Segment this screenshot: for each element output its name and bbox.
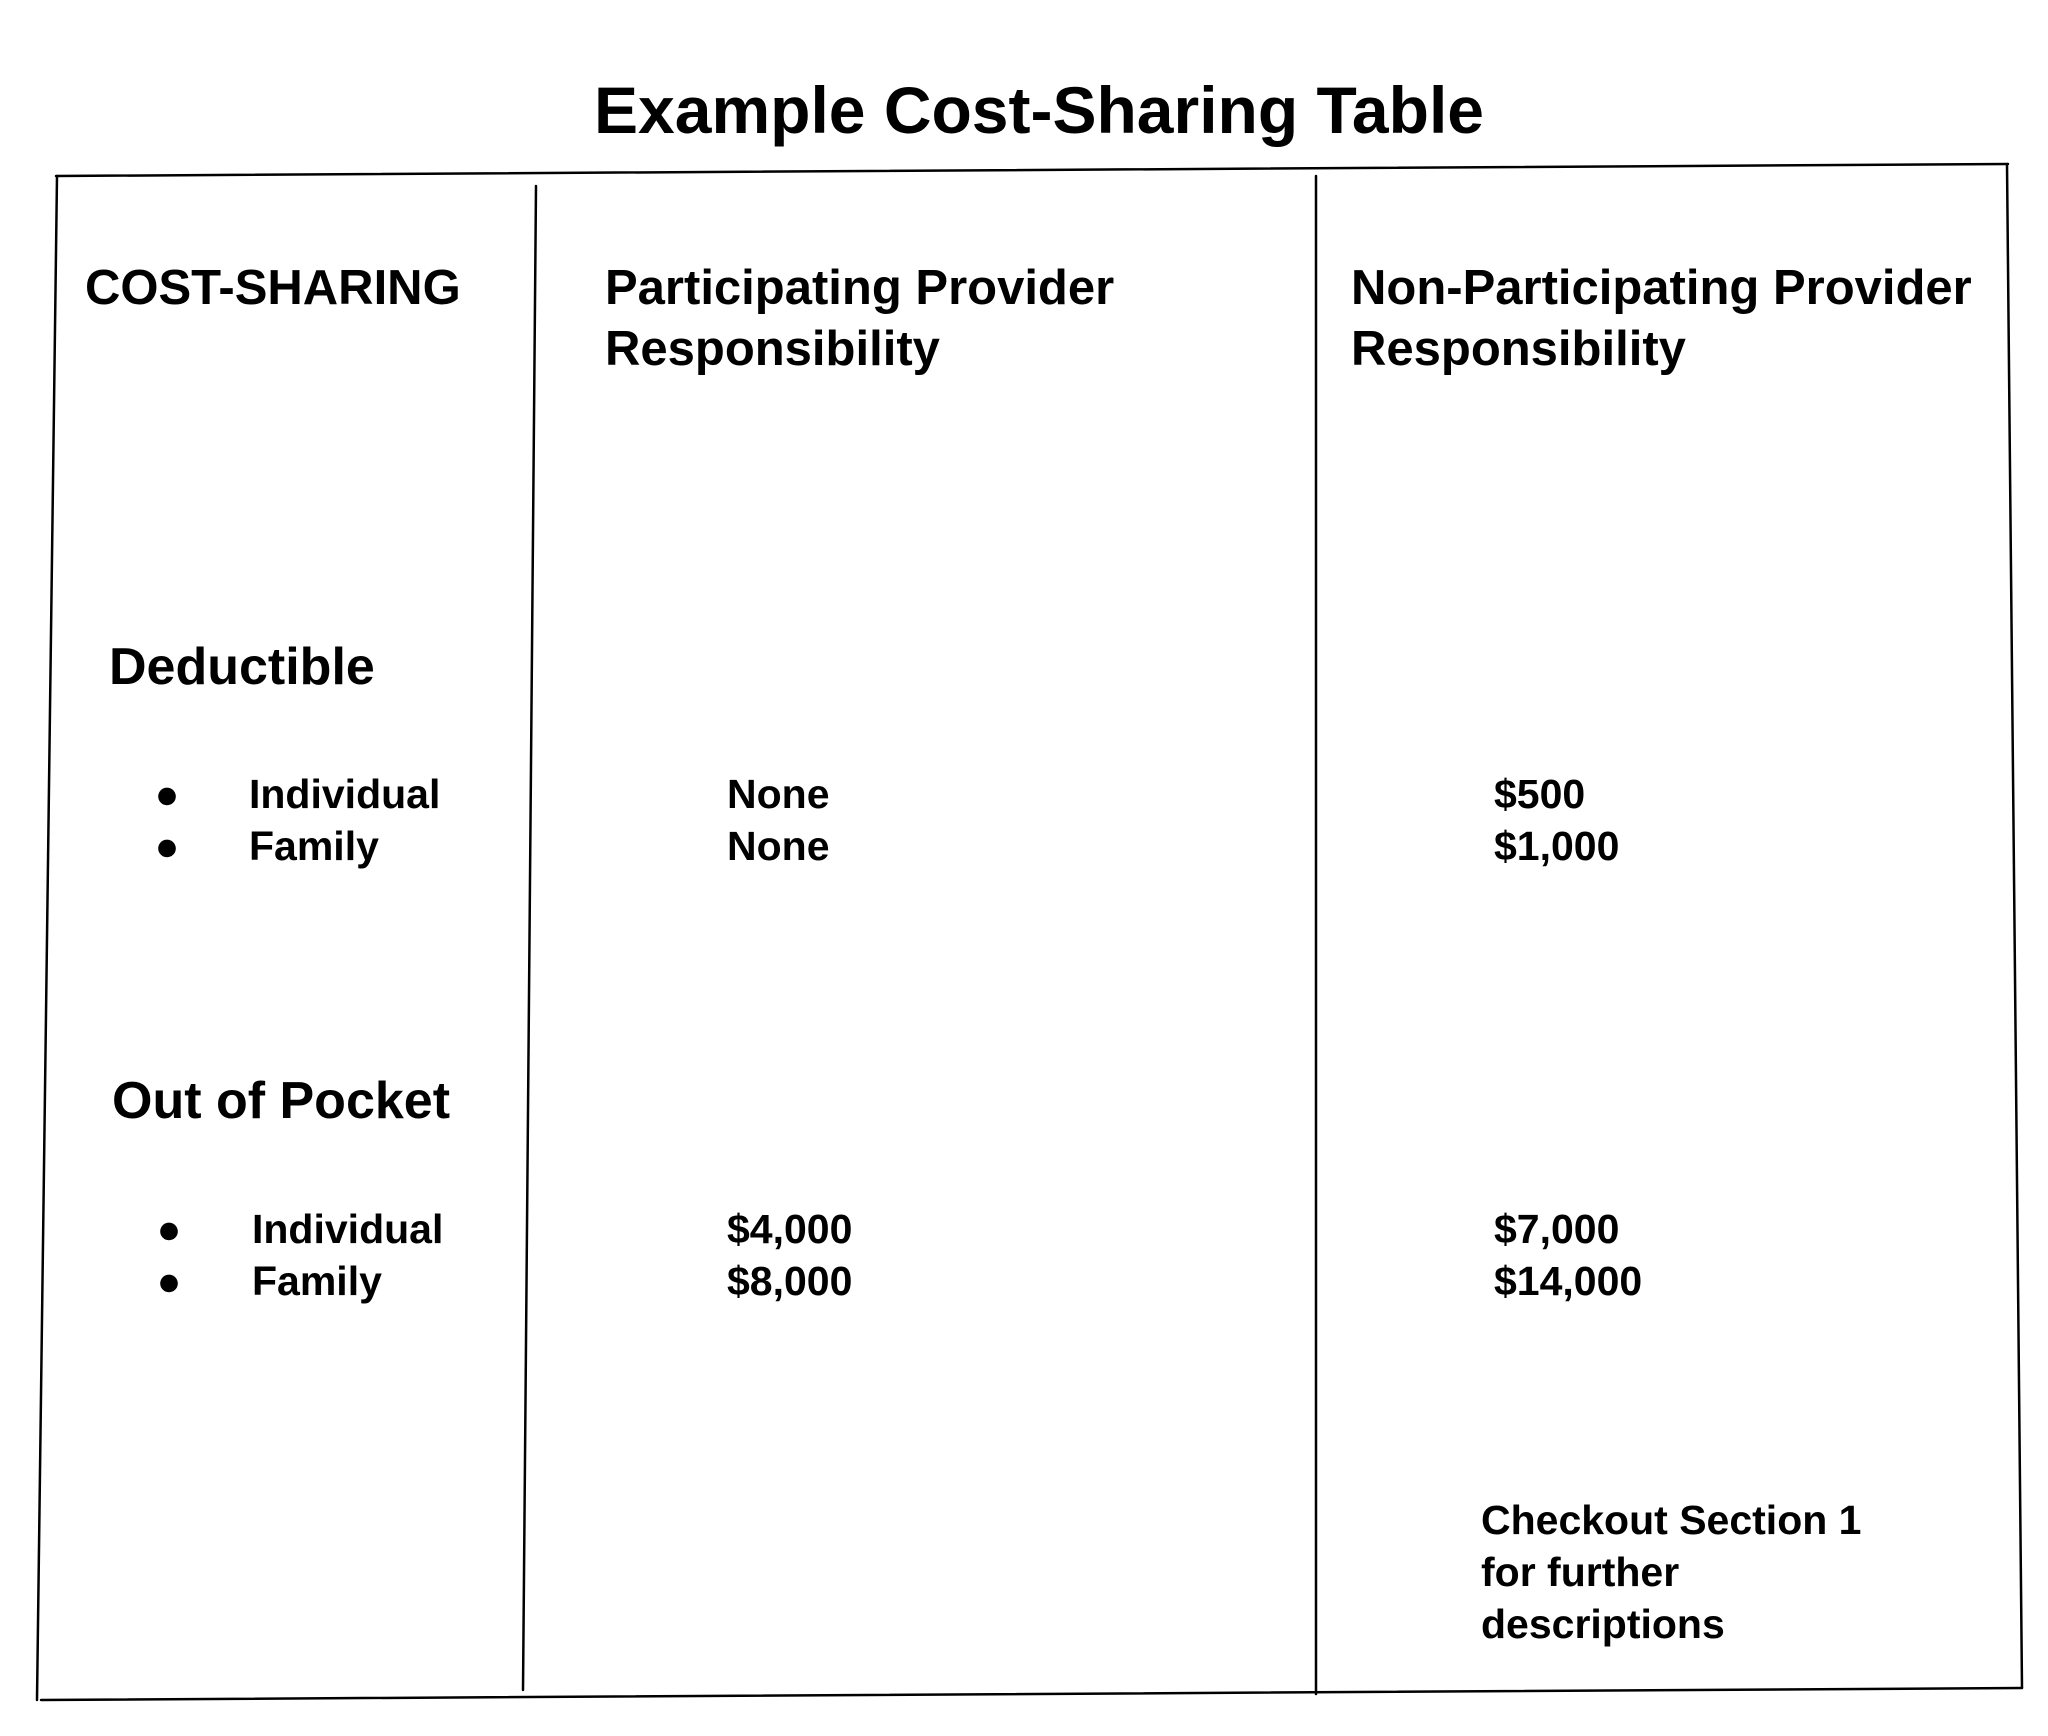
deductible-family-label: Family (249, 823, 379, 869)
out-of-pocket-individual-label: Individual (252, 1206, 444, 1252)
non-participating-header-line1: Non-Participating Provider (1351, 261, 1972, 315)
bullet-icon: ● (156, 1206, 182, 1252)
note-line-3: descriptions (1481, 1601, 1725, 1647)
deductible-family-participating: None (727, 823, 830, 869)
out-of-pocket-family-participating: $8,000 (727, 1258, 853, 1304)
table-right-border (2007, 164, 2022, 1688)
table-left-border (37, 176, 57, 1700)
non-participating-header (1351, 258, 1972, 380)
bullet-icon: ● (154, 771, 180, 817)
deductible-label: Deductible (109, 638, 375, 696)
out-of-pocket-family-non-participating: $14,000 (1494, 1258, 1643, 1304)
table-top-border (56, 164, 2008, 176)
non-participating-header-line2: Responsibility (1351, 322, 1686, 376)
participating-header-line1: Participating Provider (605, 261, 1115, 315)
out-of-pocket-label: Out of Pocket (112, 1072, 451, 1130)
bullet-icon: ● (154, 823, 180, 869)
note-line-1: Checkout Section 1 (1481, 1497, 1862, 1543)
deductible-individual-participating: None (727, 771, 830, 817)
deductible-individual-label: Individual (249, 771, 441, 817)
participating-header-line2: Responsibility (605, 322, 940, 376)
out-of-pocket-individual-participating: $4,000 (727, 1206, 853, 1252)
cost-sharing-header: COST-SHARING (85, 261, 461, 315)
section-reference-note (1481, 1494, 1921, 1650)
page-title: Example Cost-Sharing Table (594, 73, 1484, 147)
deductible-individual-non-participating: $500 (1494, 771, 1586, 817)
table-bottom-border (41, 1688, 2022, 1700)
participating-header (605, 258, 1114, 380)
note-line-2: for further (1481, 1549, 1680, 1595)
out-of-pocket-individual-non-participating: $7,000 (1494, 1206, 1620, 1252)
deductible-family-non-participating: $1,000 (1494, 823, 1620, 869)
out-of-pocket-family-label: Family (252, 1258, 382, 1304)
bullet-icon: ● (156, 1258, 182, 1304)
column-divider-1 (523, 186, 536, 1690)
